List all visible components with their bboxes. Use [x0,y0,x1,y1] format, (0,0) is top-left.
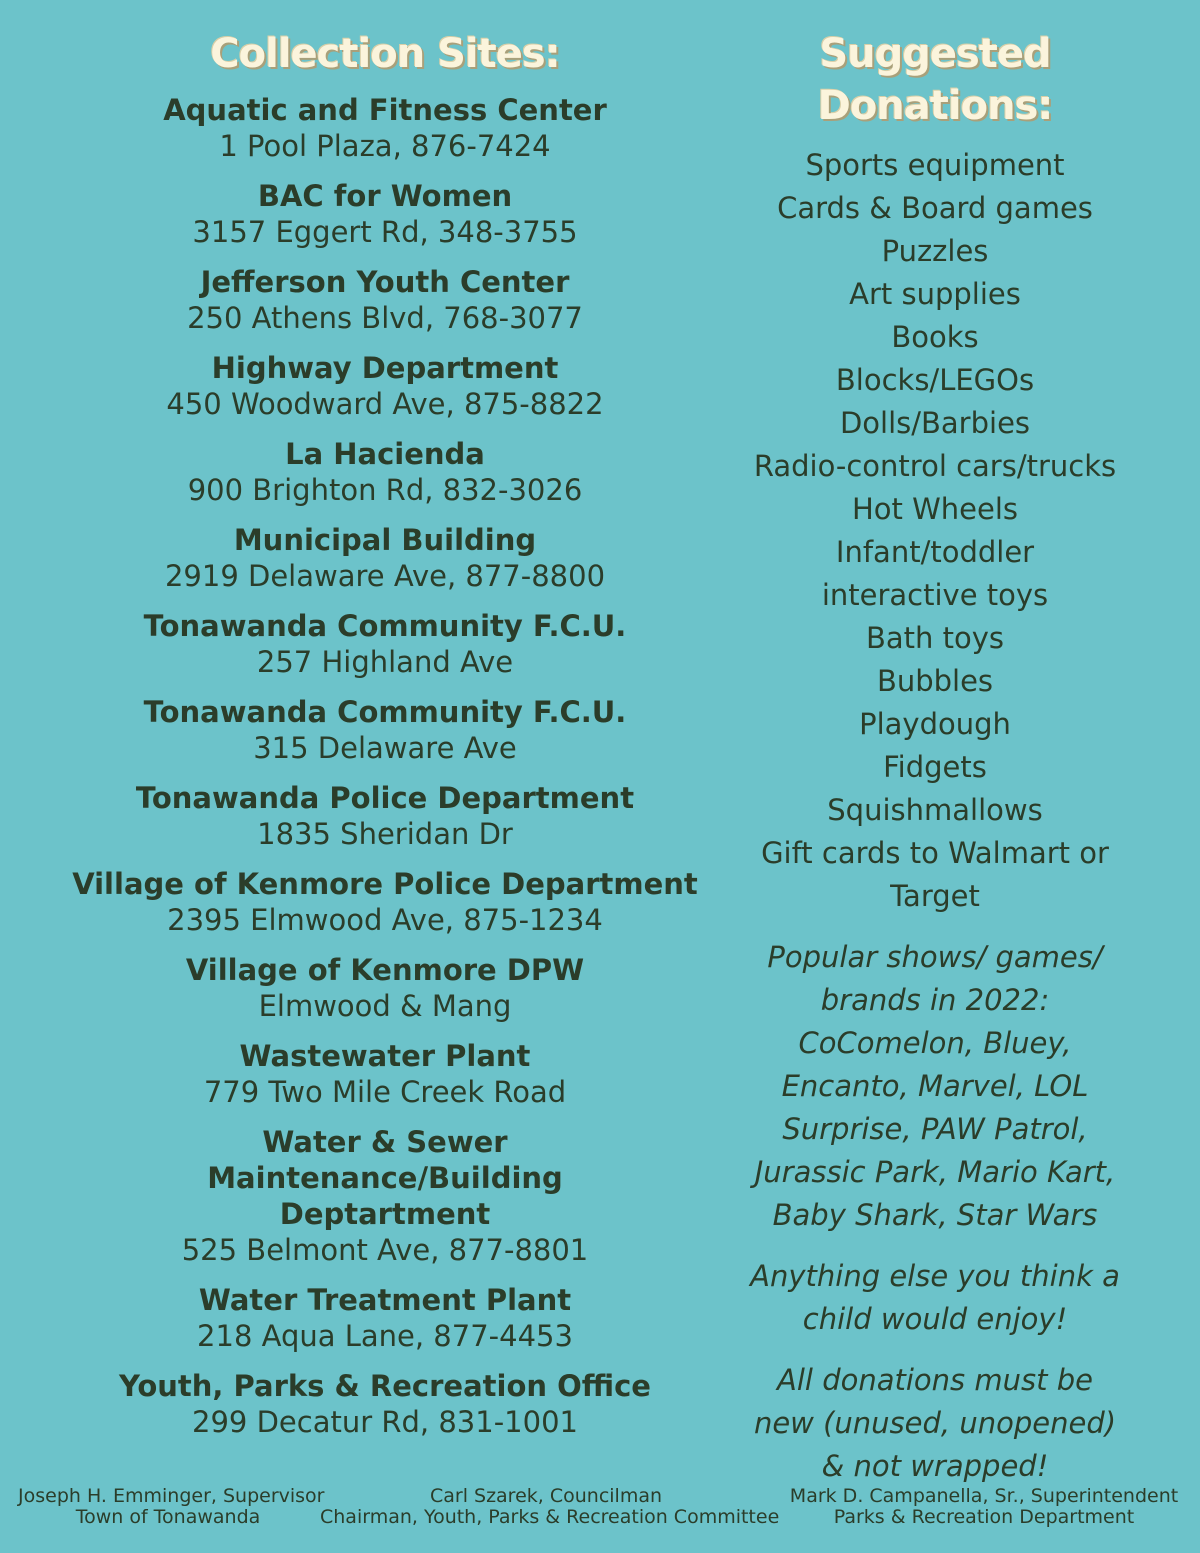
site-entry [60,866,710,939]
site-address: 1 Pool Plaza, 876-7424 [219,129,551,163]
site-name: Water Treatment Plant [198,1283,572,1317]
donation-item: Radio-control cars/trucks [753,449,1117,483]
site-address: 218 Aqua Lane, 877-4453 [197,1319,573,1353]
signatory-title: Chairman, Youth, Parks & Recreation Committee [320,1506,780,1528]
site-address: 2395 Elmwood Ave, 875-1234 [167,903,603,937]
site-name: Village of Kenmore Police Department [72,867,698,901]
donation-item: Bubbles [876,664,994,698]
site-entry [60,608,710,681]
site-entry [60,350,710,423]
site-entry [60,436,710,509]
suggested-donations-heading: Suggested Donations: [817,31,1053,129]
site-name: Youth, Parks & Recreation Office [119,1369,651,1403]
signatory-title: Parks & Recreation Department [833,1506,1135,1528]
anything-else-note: Anything else you think a child would enjoy! [750,1259,1120,1336]
site-name: Tonawanda Community F.C.U. [143,609,627,643]
donation-item: Fidgets [883,750,987,784]
site-address: Elmwood & Mang [258,989,512,1023]
collection-sites-heading: Collection Sites: [210,31,560,77]
donation-item: Dolls/Barbies [839,406,1031,440]
site-entry [60,1038,710,1111]
site-address: 3157 Eggert Rd, 348-3755 [192,215,578,249]
donation-item: Playdough [859,707,1011,741]
footer-signatory-supervisor [18,1485,325,1528]
site-address: 315 Delaware Ave [253,731,517,765]
site-address: 250 Athens Blvd, 768-3077 [187,301,583,335]
site-entry [60,522,710,595]
site-entry [60,178,710,251]
site-address: 525 Belmont Ave, 877-8801 [181,1233,589,1267]
donation-item: Sports equipment [805,148,1065,182]
site-address: 257 Highland Ave [256,645,514,679]
site-address: 779 Two Mile Creek Road [203,1075,567,1109]
donation-item: Hot Wheels [851,492,1019,526]
site-entry [60,264,710,337]
new-only-note: All donations must be new (unused, unopened) & not wrapped! [753,1363,1117,1483]
donation-item: Cards & Board games [777,191,1093,225]
donation-item: Gift cards to Walmart or Target [761,836,1109,913]
site-address: 900 Brighton Rd, 832-3026 [187,473,583,507]
donation-item: Books [891,320,979,354]
site-name: Tonawanda Police Department [135,781,635,815]
site-name: Aquatic and Fitness Center [163,93,607,127]
donation-item: Infant/toddler interactive toys [821,535,1049,612]
site-name: BAC for Women [257,179,513,213]
footer-signatory-councilman [320,1485,780,1528]
signatory-name: Joseph H. Emminger, Supervisor [18,1485,325,1507]
site-name: Wastewater Plant [239,1039,531,1073]
suggested-donations-section [720,28,1150,1488]
site-name: Water & Sewer Maintenance/Building Deptartment [207,1125,563,1231]
site-address: 2919 Delaware Ave, 877-8800 [164,559,606,593]
site-name: Highway Department [211,351,559,385]
donation-item: Puzzles [881,234,989,268]
site-entry [60,1124,710,1269]
site-entry [60,780,710,853]
site-name: Village of Kenmore DPW [185,953,585,987]
site-name: La Hacienda [285,437,485,471]
donation-item: Art supplies [849,277,1021,311]
site-entry [60,1282,710,1355]
site-entry [60,694,710,767]
site-address: 1835 Sheridan Dr [257,817,513,851]
site-name: Municipal Building [233,523,537,557]
donation-items-list [720,144,1150,918]
site-name: Jefferson Youth Center [200,265,570,299]
site-address: 450 Woodward Ave, 875-8822 [166,387,604,421]
site-name: Tonawanda Community F.C.U. [143,695,627,729]
signatory-name: Carl Szarek, Councilman [429,1485,663,1507]
site-address: 299 Decatur Rd, 831-1001 [192,1405,578,1439]
popular-brands-note: Popular shows/ games/ brands in 2022: CoComelon, Bluey, Encanto, Marvel, LOL Surprise, PAW Patrol, Jurassic Park, Mario Kart, Baby Shark, Star Wars [754,940,1116,1232]
collection-sites-section [60,28,710,1454]
footer-signatory-superintendent [782,1486,1186,1528]
collection-sites-list [60,92,710,1441]
donation-item: Blocks/LEGOs [835,363,1035,397]
signatory-title: Town of Tonawanda [75,1506,261,1528]
donation-item: Bath toys [865,621,1005,655]
site-entry [60,1368,710,1441]
donation-item: Squishmallows [827,793,1043,827]
site-entry [60,92,710,165]
signatory-name: Mark D. Campanella, Sr., Superintendent [789,1485,1179,1507]
site-entry [60,952,710,1025]
